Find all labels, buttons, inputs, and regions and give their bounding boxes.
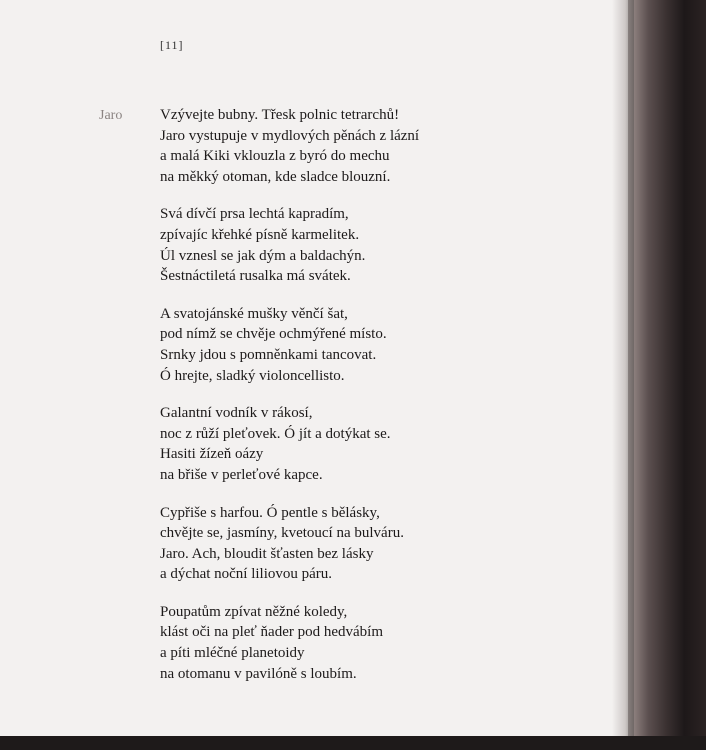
poem-line: Galantní vodník v rákosí, <box>160 405 313 422</box>
poem-line: na břiše v perleťové kapce. <box>160 466 323 483</box>
poem-line: zpívajíc křehké písně karmelitek. <box>160 226 360 243</box>
poem-line: Hasiti žízeň oázy <box>160 446 264 463</box>
stanza-2 <box>160 204 600 286</box>
poem-line: Jaro. Ach, bloudit šťasten bez lásky <box>160 545 374 562</box>
poem-line: a malá Kiki vklouzla z byró do mechu <box>160 148 390 165</box>
poem-line: Cypřiše s harfou. Ó pentle s bělásky, <box>160 504 380 521</box>
poem-body <box>160 105 600 701</box>
stanza-3 <box>160 304 600 386</box>
poem-line: Vzývejte bubny. Třesk polnic tetrarchů! <box>160 107 400 123</box>
poem-line: noc z růží pleťovek. Ó jít a dotýkat se. <box>160 425 391 442</box>
page-number: [11] <box>160 38 184 52</box>
poem-line: na otomanu v pavilóně s loubím. <box>160 665 357 682</box>
poem-line: a píti mléčné planetoidy <box>160 645 305 662</box>
poem-line: chvějte se, jasmíny, kvetoucí na bulváru. <box>160 525 404 542</box>
poem-line: Šestnáctiletá rusalka má svátek. <box>160 268 351 285</box>
poem-line: a dýchat noční liliovou páru. <box>160 566 333 583</box>
stanza-4 <box>160 403 600 485</box>
poem-line: Jaro vystupuje v mydlových pěnách z lázní <box>160 127 420 144</box>
poem-line: Úl vznesl se jak dým a baldachýn. <box>160 247 366 264</box>
stanza-1 <box>160 105 600 187</box>
stanza-6 <box>160 602 600 684</box>
poem-line: na měkký otoman, kde sladce blouzní. <box>160 168 391 185</box>
poem-line: klást oči na pleť ňader pod hedvábím <box>160 624 384 641</box>
stanza-5 <box>160 503 600 585</box>
poem-line: pod nímž se chvěje ochmýřené místo. <box>160 326 387 343</box>
poem-line: Poupatům zpívat něžné koledy, <box>160 603 348 620</box>
poem-line: A svatojánské mušky věnčí šat, <box>160 305 348 322</box>
book-page-edges <box>634 0 706 750</box>
book-bottom-edge <box>0 736 706 750</box>
poem-line: Svá dívčí prsa lechtá kapradím, <box>160 206 349 223</box>
poem-line: Srnky jdou s pomněnkami tancovat. <box>160 346 377 363</box>
page-fold-shadow <box>612 0 634 736</box>
poem-line: Ó hrejte, sladký violoncellisto. <box>160 367 345 384</box>
poem-margin-title: Jaro <box>99 108 123 123</box>
